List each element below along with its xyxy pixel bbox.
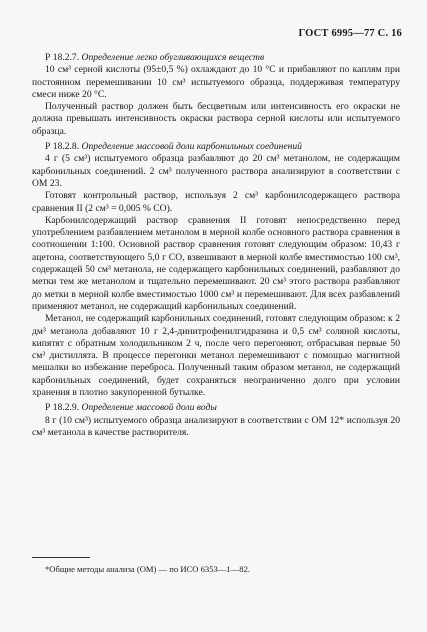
section-title: Определение легко обугливающихся веществ [81, 52, 265, 63]
paragraph: 8 г (10 см³) испытуемого образца анализируют в соответствии с ОМ 12* используя 20 см³ метанола в качестве растворителя. [32, 414, 400, 438]
footnote-divider [32, 557, 90, 558]
section-number: Р 18.2.7. [45, 52, 80, 63]
page-header: ГОСТ 6995—77 С. 16 [298, 28, 402, 39]
section-title: Определение массовой доли карбонильных соединений [81, 141, 302, 153]
section-heading-18-2-9 [32, 402, 400, 414]
body-text [32, 52, 400, 439]
section-heading-18-2-7 [32, 52, 400, 64]
footnote: *Общие методы анализа (ОМ) — по ИСО 6353—1—82. [45, 564, 251, 574]
section-title: Определение массовой доли воды [81, 402, 217, 414]
section-number: Р 18.2.9. [45, 402, 80, 414]
paragraph: Полученный раствор должен быть бесцветным или интенсивность его окраски не должна превышать интенсивность окраски раствора серной кислоты или испытуемого образца. [32, 101, 400, 137]
paragraph: Готовят контрольный раствор, используя 2 см³ карбонилсодержащего раствора сравнения II (2 см³ = 0,005 % СО). [32, 190, 400, 214]
section-heading-18-2-8 [32, 141, 400, 153]
paragraph: Карбонилсодержащий раствор сравнения II готовят непосредственно перед употреблением разбавлением метанолом в мерной колбе основного раствора сравнения в соотношении 1:100. Основной раствор сравнения готовят следующим образом: 10,43 г ацетона, соответствующего 5,0 г СО, взвешивают в мерной колбе вместимостью 100 см³, содержащей 50 см³ метанола, не содержащего карбонильных соединений, разбавляют до метки тем же метанолом и тщательно перемешивают. 20 см³ этого раствора разбавляют до метки в мерной колбе вместимостью 1000 см³ и перемешивают. Для всех разбавлений применяют метанол, не содержащий карбонильных соединений. [32, 214, 400, 312]
paragraph: 4 г (5 см³) испытуемого образца разбавляют до 20 см³ метанолом, не содержащим карбонильных соединений. 2 см³ полученного раствора анализируют в соответствии с ОМ 23. [32, 153, 400, 189]
section-number: Р 18.2.8. [45, 141, 80, 153]
paragraph: Метанол, не содержащий карбонильных соединений, готовят следующим образом: к 2 дм³ метанола добавляют 10 г 2,4-динитрофенилгидразина и 0,5 см³ соляной кислоты, кипятят с обратным холодильником 2 ч, после чего перегоняют, отбрасывая первые 50 см³ дистиллята. В процессе перегонки метанол перемешивают с помощью магнитной мешалки во избежание переброса. Полученный таким образом метанол, не содержащий карбонильных соединений, будет сохраняться неограниченно долго при условии хранения в плотно закупоренной бутылке. [32, 313, 400, 399]
paragraph: 10 см³ серной кислоты (95±0,5 %) охлаждают до 10 °С и прибавляют по каплям при постоянном перемешивании 10 см³ испытуемого образца, поддерживая температуру смеси ниже 20 °С. [32, 64, 400, 100]
